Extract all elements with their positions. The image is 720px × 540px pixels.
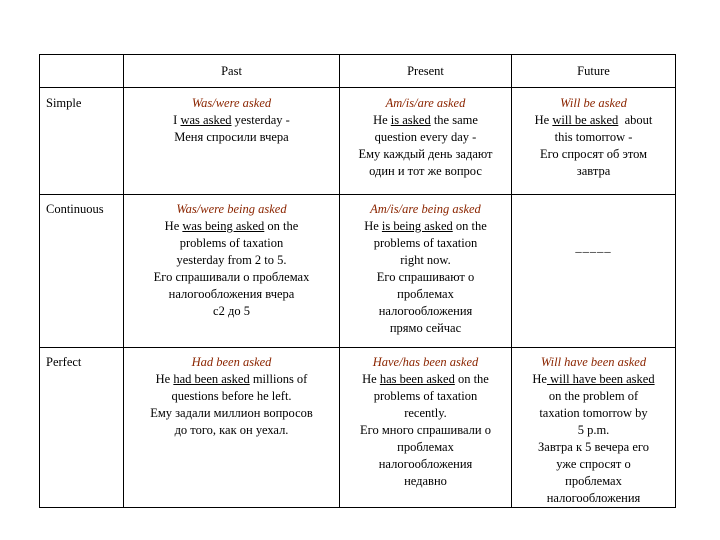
- header-future: Future: [512, 55, 676, 88]
- example-line: [344, 218, 507, 235]
- example-line: problems of taxation: [373, 389, 478, 403]
- not-applicable-dash: _____: [575, 240, 612, 254]
- cell-continuous-past: [124, 195, 340, 348]
- tense-form: Will be asked: [560, 96, 627, 110]
- cell-continuous-future: [512, 195, 676, 348]
- tense-form: Am/is/are being asked: [370, 202, 481, 216]
- example-line: right now.: [400, 253, 451, 267]
- verb-underlined: has been asked: [379, 372, 455, 386]
- example-line: [344, 112, 507, 129]
- example-text: He: [155, 372, 174, 386]
- translation-line: Завтра к 5 вечера его: [538, 440, 649, 454]
- example-line: taxation tomorrow by: [539, 406, 648, 420]
- example-text: millions of: [249, 372, 308, 386]
- example-text: He: [373, 113, 391, 127]
- translation-line: налогообложения: [546, 491, 641, 505]
- example-line: [516, 371, 671, 388]
- translation-line: налогообложения: [378, 457, 473, 471]
- translation-line: налогообложения вчера: [168, 287, 295, 301]
- example-text: He: [164, 219, 183, 233]
- example-text: on the: [264, 219, 299, 233]
- example-text: yesterday -: [231, 113, 290, 127]
- translation-line: Меня спросили вчера: [174, 130, 289, 144]
- example-line: 5 p.m.: [577, 423, 610, 437]
- verb-underlined: was asked: [180, 113, 232, 127]
- example-line: [516, 112, 671, 129]
- example-line: this tomorrow -: [554, 130, 633, 144]
- translation-line: Ему задали миллион вопросов: [150, 406, 313, 420]
- row-continuous: [40, 195, 676, 348]
- row-simple: [40, 88, 676, 195]
- verb-underlined: was being asked: [182, 219, 265, 233]
- tense-form: Have/has been asked: [372, 355, 479, 369]
- header-blank: [40, 55, 124, 88]
- translation-line: проблемах: [565, 474, 622, 488]
- example-line: problems of taxation: [373, 236, 478, 250]
- verb-underlined: is being asked: [381, 219, 453, 233]
- row-label-perfect: Perfect: [40, 348, 124, 508]
- tense-form: Was/were being asked: [176, 202, 287, 216]
- header-row: [40, 55, 676, 88]
- cell-simple-past: [124, 88, 340, 195]
- translation-line: налогообложения: [378, 304, 473, 318]
- example-line: [128, 112, 335, 129]
- header-present: Present: [340, 55, 512, 88]
- translation-line: с2 до 5: [213, 304, 250, 318]
- translation-line: прямо сейчас: [389, 321, 462, 335]
- example-line: problems of taxation: [179, 236, 284, 250]
- cell-perfect-present: [340, 348, 512, 508]
- row-perfect: [40, 348, 676, 508]
- example-text: the same: [430, 113, 478, 127]
- tense-form: Was/were asked: [191, 96, 272, 110]
- example-text: He: [532, 372, 547, 386]
- cell-perfect-past: [124, 348, 340, 508]
- translation-line: уже спросят о: [556, 457, 631, 471]
- verb-underlined: will have been asked: [546, 372, 655, 386]
- cell-simple-present: [340, 88, 512, 195]
- cell-simple-future: [512, 88, 676, 195]
- example-line: [344, 371, 507, 388]
- translation-line: Его спрашивают о: [376, 270, 475, 284]
- example-text: He: [364, 219, 382, 233]
- translation-line: один и тот же вопрос: [369, 164, 482, 178]
- cell-continuous-present: [340, 195, 512, 348]
- translation-line: проблемах: [397, 287, 454, 301]
- translation-line: завтра: [576, 164, 611, 178]
- example-text: on the: [452, 219, 487, 233]
- verb-underlined: will be asked: [552, 113, 619, 127]
- example-text: on the: [454, 372, 489, 386]
- row-label-simple: Simple: [40, 88, 124, 195]
- example-text: He: [362, 372, 380, 386]
- translation-line: Его много спрашивали о: [360, 423, 491, 437]
- translation-line: Его спросят об этом: [539, 147, 648, 161]
- example-line: [128, 371, 335, 388]
- translation-line: до того, как он уехал.: [174, 423, 289, 437]
- translation-line: Ему каждый день задают: [358, 147, 493, 161]
- example-line: yesterday from 2 to 5.: [176, 253, 287, 267]
- tense-form: Am/is/are asked: [385, 96, 466, 110]
- example-text: He: [534, 113, 553, 127]
- header-past: Past: [124, 55, 340, 88]
- translation-line: Его спрашивали о проблемах: [153, 270, 310, 284]
- example-line: [128, 218, 335, 235]
- example-text: about: [618, 113, 653, 127]
- example-text: I: [173, 113, 181, 127]
- example-line: recently.: [404, 406, 447, 420]
- cell-perfect-future: [512, 348, 676, 508]
- translation-line: недавно: [404, 474, 447, 488]
- verb-underlined: is asked: [390, 113, 431, 127]
- verb-underlined: had been asked: [173, 372, 250, 386]
- tense-form: Will have been asked: [540, 355, 647, 369]
- example-line: question every day -: [374, 130, 477, 144]
- example-line: on the problem of: [548, 389, 639, 403]
- tense-form: Had been asked: [191, 355, 272, 369]
- row-label-continuous: Continuous: [40, 195, 124, 348]
- translation-line: проблемах: [397, 440, 454, 454]
- grammar-table: [39, 54, 676, 508]
- example-line: questions before he left.: [171, 389, 292, 403]
